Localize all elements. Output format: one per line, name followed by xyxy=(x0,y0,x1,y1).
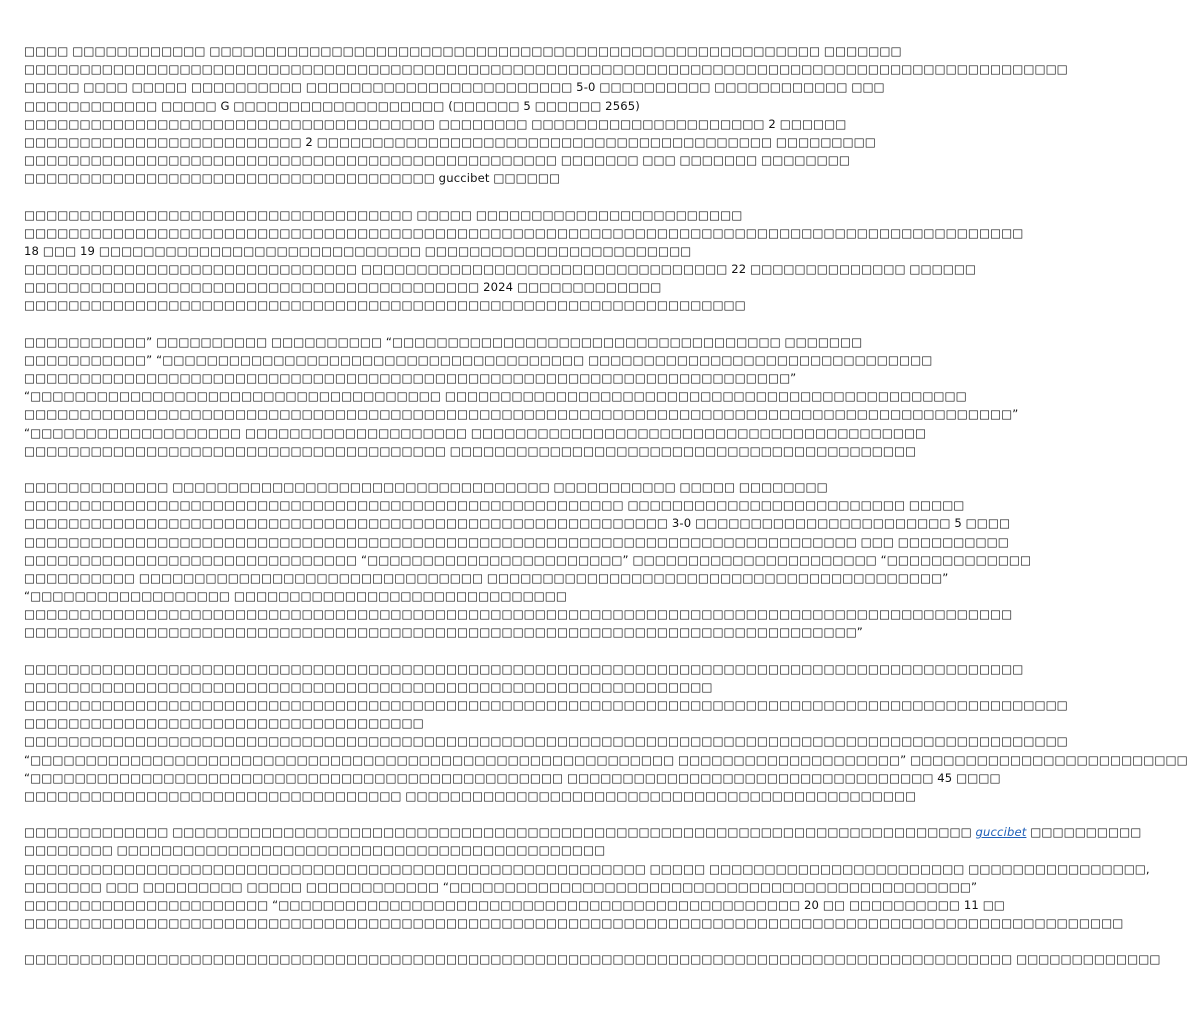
text-segment: □□□□□□□□□□□□□□□□□□□□□□□□□□□□□□□□□□□□□□□□□□□□□□□□□□□□□□□□□□ 3-0 □□□□□□□□□□□□□□□□□□□□□□□ 5 □□□□ xyxy=(24,516,1011,531)
paragraph-line xyxy=(24,333,863,351)
paragraph-line xyxy=(24,896,1005,914)
text-segment: □□□□□□□□□□□□□□□□□□□□□□□□□□□□□□□□□□□□□□□□□□□□□□□□□□□□□□□□□□□□□□□□□□□□□□□□□□□□□□□□□□□□□□□□□ xyxy=(24,607,1013,622)
paragraph-line xyxy=(24,950,1161,968)
text-segment: □□□□□□□□□□□□□□□□□□□□□□□□□□□□□□□□□□□□□□□□□□□□□□□□ □□□□□□□ □□□ □□□□□□□ □□□□□□□□ xyxy=(24,153,850,168)
text-segment: □□□□□□□□□□□□□□□□□□□□□□□□□□□□□□□□□□□□□□□□□□□□□□□□□□□□□□□□□□□□□□□□□□□□□□□□□□□□□□□□□□□□□□□□□□□□□□ xyxy=(24,62,1068,77)
text-segment: □□□□□□□□□□ □□□□□□□□□□□□□□□□□□□□□□□□□□□□□□□ □□□□□□□□□□□□□□□□□□□□□□□□□□□□□□□□□□□□□□□□□” xyxy=(24,570,949,585)
text-segment: □□□□□□□□□□□□□□□□□□□□□□□□□□□□□□□□□□□□ xyxy=(24,716,424,731)
text-segment: □□□□□□□□□□□□□ □□□□□□□□□□□□□□□□□□□□□□□□□□□□□□□□□□ □□□□□□□□□□□ □□□□□ □□□□□□□□ xyxy=(24,479,828,494)
text-segment: □□□□□□□□□□□□□□□□□□□□□□□□□□□□□□ “□□□□□□□□□□□□□□□□□□□□□□□” □□□□□□□□□□□□□□□□□□□□□□ “□□□□□□□□□□□□□ xyxy=(24,552,1032,567)
text-segment: □□□□□□□□□□□□□□□□□□□□□□□□□□□□□□□□□□□□□□□□□□□□□□□□□□□□□□□□□□□□□□□□□□□□□□□□□□□□□□□□□□□□□□□□□□ xyxy=(24,225,1024,240)
text-segment: □□□□□□□□□□□□□□□□□□□□□□□□□□□□□□□□□□□□□□□□□□□□□□□□□□□□□□□□□□□□□□□□□□□□□□□□□□□” xyxy=(24,625,863,640)
text-segment: □□□□□□□□□□□” “□□□□□□□□□□□□□□□□□□□□□□□□□□□□□□□□□□□□□□ □□□□□□□□□□□□□□□□□□□□□□□□□□□□□□□ xyxy=(24,352,933,367)
paragraph-line xyxy=(24,405,1019,423)
paragraph-line xyxy=(24,769,1001,787)
paragraph-line xyxy=(24,714,720,732)
text-segment: □□□□□□□□□□□□□□□□□□□□□□□□□□□□□□□□□□□□□□□□□□□□□□□□□□□□□□□□□□□□□□□□□□□□□□□□□□□□□□□□□□□□□□□□□□□□□□ xyxy=(24,734,1068,749)
paragraph-line xyxy=(24,787,917,805)
text-segment: □□□□□□□□□□□□□□□□□□□□□□□□□□□□□□□□□□□□□□□□□□□□□□□□□□□□□□ □□□□□□□□□□□□□□□□□□□□□□□□□ □□□□□ xyxy=(24,498,965,513)
text-segment: □□□□□□□□□□□□□□□□□□□□□□□□□□□□□□□□□□□□□□□□□□□□□□□□□□□□□□□□□□□□□□□□□□□□□□□□□□□ □□□ □□□□□□□□□□ xyxy=(24,534,1009,549)
text-segment: □□□□□□□□□□ xyxy=(1026,825,1142,840)
paragraph-line xyxy=(24,878,978,896)
paragraph-line xyxy=(24,351,933,369)
text-segment: □□□□□□□□□□□□□□□□□□□□□□□□□□□□□□ □□□□□□□□□□□□□□□□□□□□□□□□□□□□□□□□□ 22 □□□□□□□□□□□□□□ □□□□□□ xyxy=(24,262,977,277)
paragraph-line xyxy=(24,169,720,187)
text-segment: □□□□□□□□□□□□□□□□□□□□□□□□□□□□□□□□□□ □□□□□□□□□□□□□□□□□□□□□□□□□□□□□□□□□□□□□□□□□□□□□□ xyxy=(24,788,917,803)
paragraph-line xyxy=(24,151,850,169)
text-segment: “□□□□□□□□□□□□□□□□□□□□□□□□□□□□□□□□□□□□□□□□□□□□□□□□ □□□□□□□□□□□□□□□□□□□□□□□□□□□□□□□□□ 45 □□□□ xyxy=(24,770,1001,785)
paragraph-line xyxy=(24,42,902,60)
paragraph-line xyxy=(24,823,1142,841)
text-segment: □□□□□□□□□□□□□□□□□□□□□□□□□□□□□□□□□□□□□□□□□ 2024 □□□□□□□□□□□□□ xyxy=(24,280,662,295)
article-paragraph xyxy=(24,823,1150,932)
paragraph-line xyxy=(24,60,1068,78)
paragraph-line xyxy=(24,551,1032,569)
text-segment: 18 □□□ 19 □□□□□□□□□□□□□□□□□□□□□□□□□□□□□ □□□□□□□□□□□□□□□□□□□□□□□□ xyxy=(24,243,692,258)
article-paragraph xyxy=(24,42,1068,188)
text-segment: “□□□□□□□□□□□□□□□□□□□□□□□□□□□□□□□□□□□□□□□□□□□□□□□□□□□□□□□□□□ □□□□□□□□□□□□□□□□□□□□” □□□□□□□□□□□□□□□□□□□□□□□□□ xyxy=(24,752,1188,767)
text-segment: □□□□□ □□□□ □□□□□ □□□□□□□□□□ □□□□□□□□□□□□□□□□□□□□□□□□ 5-0 □□□□□□□□□□ □□□□□□□□□□□□ □□□ xyxy=(24,80,885,95)
paragraph-line xyxy=(24,496,965,514)
paragraph-line xyxy=(24,278,720,296)
text-segment: □□□□□□□□□□□□□□□□□□□□□□□□□□□□□□□□□□□□□□□□□□□□□□□□□□□□□□□□□□□□□□ xyxy=(24,679,713,694)
paragraph-line xyxy=(24,860,1150,878)
text-segment: □□□□ □□□□□□□□□□□□ □□□□□□□□□□□□□□□□□□□□□□□□□□□□□□□□□□□□□□□□□□□□□□□□□□□□□□□ □□□□□□□ xyxy=(24,44,902,58)
text-segment: □□□□□□□□□□□□□□□□□□□□□□□□□□□□□□□□□□□□□□□□□□□□□□□□□□□□□□□□□□□□□□□□□□□□□□□□□□□□□□□□□□□□□□□□□ □□□□□□□□□□□□□ xyxy=(24,952,1161,967)
paragraph-line xyxy=(24,751,1188,769)
paragraph-line xyxy=(24,623,863,641)
text-segment: □□□□□□□□□□□□□□□□□□□□□□□□□□□□□□□□□□□ □□□□□ □□□□□□□□□□□□□□□□□□□□□□□□ xyxy=(24,207,743,222)
text-segment: □□□□□□□□□□□□□□□□□□□□□□□□□□□□□□□□□□□□□□□□□□□□□□□□□□□□□□□□□□□□□□□□□ xyxy=(24,298,746,313)
article-paragraph xyxy=(24,333,1019,460)
paragraph-line xyxy=(24,533,1009,551)
paragraph-line xyxy=(24,242,720,260)
text-segment: □□□□□□□□□□□□□□□□□□□□□□□□□□□□□□□□□□□□□□□□□□□□□□□□□□□□□□□□□□□□□□□□□□□□□□□□□□□□□□□□□□□□□□□□□□ xyxy=(24,661,1024,676)
paragraph-line xyxy=(24,224,1024,242)
text-segment: □□□□□□□□□□□□□□□□□□□□□□□□□□□□□□□□□□□□□□□□□□□□□□□□□□□□□□□□□□□□□□□□□□□□□” xyxy=(24,371,797,385)
text-segment: □□□□□□□□□□□□□□□□□□□□□□□□□□□□□□□□□□□□□□□□□□□□□□□□□□□□□□□□□□□□□□□□□□□□□□□□□□□□□□□□□□□□□□□□□□□□□□□□□□□ xyxy=(24,916,1124,931)
article-paragraph xyxy=(24,950,1161,968)
text-segment: □□□□□□□□□□□□□□□□□□□□□□□□□□□□□□□□□□□□□ guccibet □□□□□□ xyxy=(24,171,561,186)
text-segment: □□□□□□□□□□□□□□□□□□□□□□ “□□□□□□□□□□□□□□□□□□□□□□□□□□□□□□□□□□□□□□□□□□□□□□□ 20 □□ □□□□□□□□□□ 11 □□ xyxy=(24,897,1005,912)
paragraph-line xyxy=(24,97,720,115)
paragraph-line xyxy=(24,206,743,224)
text-segment: □□□□□□□□□□□□□□□□□□□□□□□□□□□□□□□□□□□□□□ □□□□□□□□□□□□□□□□□□□□□□□□□□□□□□□□□□□□□□□□□□ xyxy=(24,443,917,458)
paragraph-line xyxy=(24,296,746,314)
text-segment: □□□□□□□ □□□ □□□□□□□□□ □□□□□ □□□□□□□□□□□□ “□□□□□□□□□□□□□□□□□□□□□□□□□□□□□□□□□□□□□□□□□□□□□□□” xyxy=(24,879,978,894)
paragraph-line xyxy=(24,660,1024,678)
paragraph-line xyxy=(24,424,927,442)
paragraph-line xyxy=(24,605,1013,623)
article-paragraph xyxy=(24,478,1032,642)
paragraph-line xyxy=(24,587,720,605)
paragraph-line xyxy=(24,732,1068,750)
text-segment: □□□□□□□□□□□□□□□□□□□□□□□□□□□□□□□□□□□□□ □□□□□□□□ □□□□□□□□□□□□□□□□□□□□□ 2 □□□□□□ xyxy=(24,116,847,131)
paragraph-line xyxy=(24,914,1124,932)
text-segment: □□□□□□□□□□□□ □□□□□ G □□□□□□□□□□□□□□□□□□□ (□□□□□□ 5 □□□□□□ 2565) xyxy=(24,98,640,113)
paragraph-line xyxy=(24,133,876,151)
paragraph-line xyxy=(24,260,977,278)
paragraph-line xyxy=(24,478,828,496)
text-segment: “□□□□□□□□□□□□□□□□□□□ □□□□□□□□□□□□□□□□□□□□ □□□□□□□□□□□□□□□□□□□□□□□□□□□□□□□□□□□□□□□□□ xyxy=(24,425,927,440)
text-segment: □□□□□□□□□□□” □□□□□□□□□□ □□□□□□□□□□ “□□□□□□□□□□□□□□□□□□□□□□□□□□□□□□□□□□□ □□□□□□□ xyxy=(24,334,863,349)
guccibet-link[interactable]: guccibet xyxy=(975,825,1027,840)
paragraph-line xyxy=(24,78,885,96)
paragraph-line xyxy=(24,514,1011,532)
paragraph-line xyxy=(24,387,967,405)
text-segment: □□□□□□□□□□□□□□□□□□□□□□□□□□□□□□□□□□□□□□□□□□□□□□□□□□□□□□□□□□□□□□□□□□□□□□□□□□□□□□□□□□□□□□□□□” xyxy=(24,407,1019,422)
text-segment: “□□□□□□□□□□□□□□□□□□ □□□□□□□□□□□□□□□□□□□□□□□□□□□□□□ xyxy=(24,589,567,604)
paragraph-line xyxy=(24,369,797,387)
article-paragraph xyxy=(24,660,1188,806)
text-segment: □□□□□□□□□□□□□ □□□□□□□□□□□□□□□□□□□□□□□□□□□□□□□□□□□□□□□□□□□□□□□□□□□□□□□□□□□□□□□□□□□□□□□□ xyxy=(24,825,976,840)
text-segment: □□□□□□□□□□□□□□□□□□□□□□□□□□□□□□□□□□□□□□□□□□□□□□□□□□□□□□□□□□□□□□□□□□□□□□□□□□□□□□□□□□□□□□□□□□□□□□ xyxy=(24,698,1068,712)
text-segment: □□□□□□□□□□□□□□□□□□□□□□□□□□□□□□□□□□□□□□□□□□□□□□□□□□□□□□□□ □□□□□ □□□□□□□□□□□□□□□□□□□□□□□ □□□□□□□□□□□□□□□□, xyxy=(24,861,1150,876)
text-segment: □□□□□□□□ □□□□□□□□□□□□□□□□□□□□□□□□□□□□□□□□□□□□□□□□□□□□ xyxy=(24,843,606,858)
paragraph-line xyxy=(24,569,949,587)
article-body xyxy=(24,42,1188,986)
article-paragraph xyxy=(24,206,1024,315)
text-segment: “□□□□□□□□□□□□□□□□□□□□□□□□□□□□□□□□□□□□□ □□□□□□□□□□□□□□□□□□□□□□□□□□□□□□□□□□□□□□□□□□□□□□□ xyxy=(24,389,967,404)
paragraph-line xyxy=(24,678,720,696)
paragraph-line xyxy=(24,696,1068,714)
paragraph-line xyxy=(24,442,917,460)
paragraph-line xyxy=(24,841,720,859)
text-segment: □□□□□□□□□□□□□□□□□□□□□□□□□ 2 □□□□□□□□□□□□□□□□□□□□□□□□□□□□□□□□□□□□□□□□□ □□□□□□□□□ xyxy=(24,134,876,149)
paragraph-line xyxy=(24,115,847,133)
